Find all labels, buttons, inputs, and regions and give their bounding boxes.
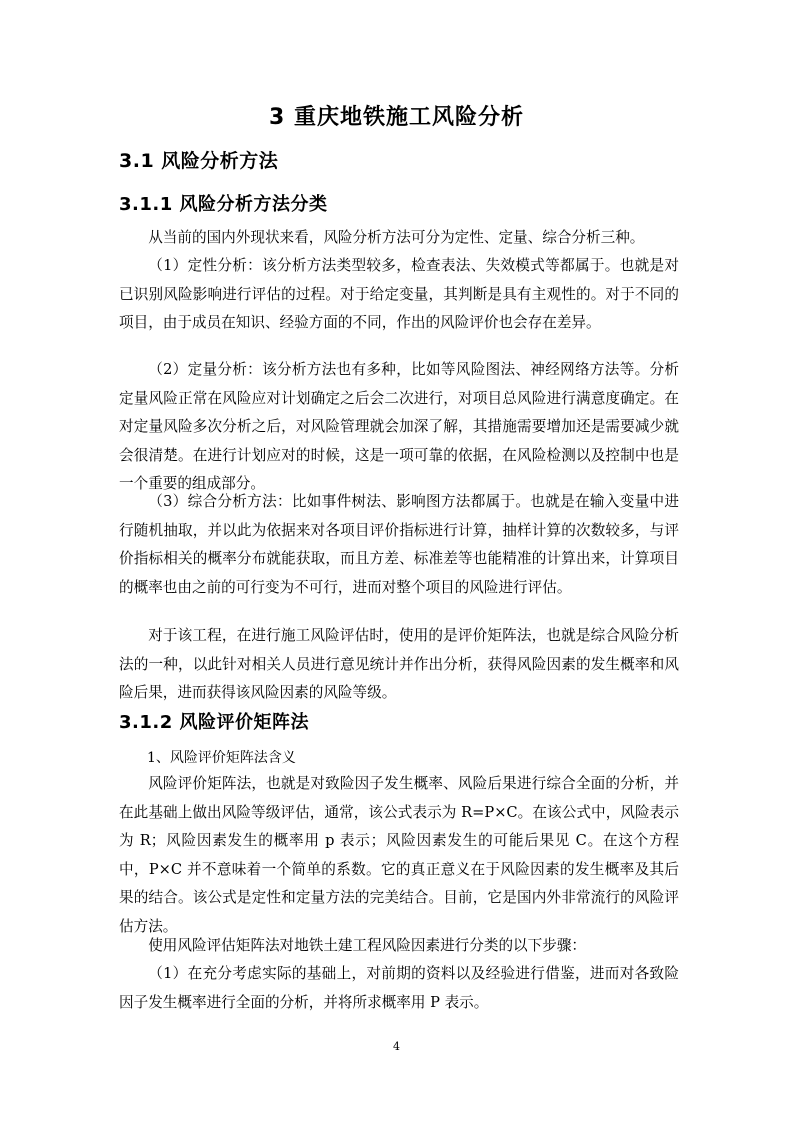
paragraph-comprehensive: （3）综合分析方法：比如事件树法、影响图方法都属于。也就是在输入变量中进行随机抽取，并以此为依据来对各项目评价指标进行计算，抽样计算的次数较多，与评价指标相关的概率分布就能获取，而且方差、标准差等也能精准的计算出来，计算项目的概率也由之前的可行变为不可行，进而对整个项目的风险进行评估。 xyxy=(119,493,679,596)
section-heading-3-1-1: 3.1.1 风险分析方法分类 xyxy=(119,194,328,215)
paragraph-project: 对于该工程，在进行施工风险评估时，使用的是评价矩阵法，也就是综合风险分析法的一种，以此针对相关人员进行意见统计并作出分析，获得风险因素的发生概率和风险后果，进而获得该风险因素的风险等级。 xyxy=(119,627,679,702)
paragraph-steps-intro: 使用风险评估矩阵法对地铁土建工程风险因素进行分类的以下步骤： xyxy=(148,937,587,954)
paragraph-qualitative: （1）定性分析：该分析方法类型较多，检查表法、失效模式等都属于。也就是对已识别风险影响进行评估的过程。对于给定变量，其判断是具有主观性的。对于不同的项目，由于成员在知识、经验方面的不同，作出的风险评价也会存在差异。 xyxy=(119,257,679,332)
chapter-title: 3 重庆地铁施工风险分析 xyxy=(269,105,524,130)
section-heading-3-1-2: 3.1.2 风险评价矩阵法 xyxy=(119,712,310,733)
item-heading-matrix-meaning: 1、风险评价矩阵法含义 xyxy=(147,750,296,766)
paragraph-intro: 从当前的国内外现状来看，风险分析方法可分为定性、定量、综合分析三种。 xyxy=(148,229,645,246)
paragraph-quantitative: （2）定量分析：该分析方法也有多种，比如等风险图法、神经网络方法等。分析定量风险正常在风险应对计划确定之后会二次进行，对项目总风险进行满意度确定。在对定量风险多次分析之后，对风险管理就会加深了解，其措施需要增加还是需要减少就会很清楚。在进行计划应对的时候，这是一项可靠的依据，在风险检测以及控制中也是一个重要的组成部分。 xyxy=(119,361,679,493)
paragraph-matrix-definition: 风险评价矩阵法，也就是对致险因子发生概率、风险后果进行综合全面的分析，并在此基础上做出风险等级评估，通常，该公式表示为 R=P×C。在该公式中，风险表示为 R；风险因素发生的概率用 p 表示；风险因素发生的可能后果见 C。在这个方程中，P×C 并不意味着一个简单的系数。它的真正意义在于风险因素的发生概率及其后果的结合。该公式是定性和定量方法的完美结合。目前，它是国内外非常流行的风险评估方法。 xyxy=(119,775,679,935)
page-number: 4 xyxy=(393,1040,400,1053)
section-heading-3-1: 3.1 风险分析方法 xyxy=(119,150,279,172)
paragraph-step-1: （1）在充分考虑实际的基础上，对前期的资料以及经验进行借鉴，进而对各致险因子发生概率进行全面的分析，并将所求概率用 P 表示。 xyxy=(119,965,679,1011)
